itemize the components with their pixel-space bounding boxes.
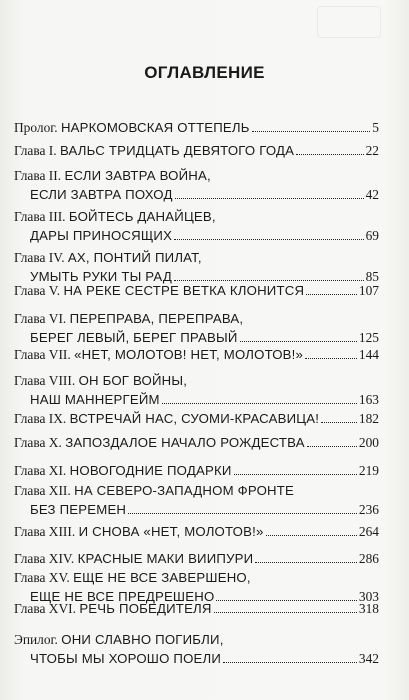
chapter-label: Глава IV. bbox=[14, 250, 65, 265]
toc-entry-first-line bbox=[14, 309, 379, 328]
chapter-title-text: ПЕРЕПРАВА, ПЕРЕПРАВА, bbox=[69, 311, 244, 326]
dot-leader bbox=[174, 239, 364, 240]
toc-entry-first-line bbox=[14, 207, 379, 226]
dot-leader bbox=[255, 562, 357, 563]
chapter-label: Глава XVI. bbox=[14, 601, 76, 616]
toc-entry bbox=[14, 281, 379, 300]
chapter-title-text: ЕСЛИ ЗАВТРА ВОЙНА, bbox=[64, 168, 211, 183]
page-number: 85 bbox=[365, 269, 379, 284]
toc-entry-continuation-line bbox=[14, 649, 379, 668]
toc-entry bbox=[14, 141, 379, 160]
toc-entry-first-line bbox=[14, 248, 379, 267]
toc-entry bbox=[14, 207, 379, 245]
chapter-label: Пролог. bbox=[14, 120, 58, 135]
chapter-title-text: ЕЩЕ НЕ ВСЕ ПРЕДРЕШЕНО bbox=[30, 589, 215, 604]
dot-leader bbox=[296, 154, 363, 155]
toc-entry-continuation-line bbox=[14, 185, 379, 204]
toc-entry bbox=[14, 309, 379, 347]
dot-leader bbox=[307, 446, 357, 447]
chapter-title-text: НОВОГОДНИЕ ПОДАРКИ bbox=[69, 463, 232, 478]
chapter-label: Эпилог. bbox=[14, 632, 58, 647]
toc-entry bbox=[14, 481, 379, 519]
chapter-title-text: НА СЕВЕРО-ЗАПАДНОМ ФРОНТЕ bbox=[74, 483, 294, 498]
chapter-title-text: РЕЧЬ ПОБЕДИТЕЛЯ bbox=[79, 601, 212, 616]
page-number: 22 bbox=[365, 143, 379, 158]
toc-entry bbox=[14, 166, 379, 204]
dot-leader bbox=[240, 341, 357, 342]
page-number: 42 bbox=[365, 187, 379, 202]
chapter-label: Глава IX. bbox=[14, 411, 67, 426]
toc-entry-first-line bbox=[14, 371, 379, 390]
page-number: 163 bbox=[358, 392, 379, 407]
toc-entry bbox=[14, 461, 379, 480]
chapter-label: Глава II. bbox=[14, 168, 62, 183]
page-number: 342 bbox=[358, 651, 379, 666]
dot-leader bbox=[128, 513, 357, 514]
page-number: 5 bbox=[372, 120, 379, 135]
chapter-title-text: ВСТРЕЧАЙ НАС, СУОМИ-КРАСАВИЦА! bbox=[69, 411, 320, 426]
toc-entry-first-line bbox=[14, 522, 379, 541]
toc-entry bbox=[14, 371, 379, 409]
toc-entry bbox=[14, 345, 379, 364]
chapter-label: Глава XV. bbox=[14, 570, 70, 585]
chapter-title-text: БЕРЕГ ЛЕВЫЙ, БЕРЕГ ПРАВЫЙ bbox=[30, 330, 238, 345]
chapter-label: Глава VIII. bbox=[14, 373, 76, 388]
toc-entry-continuation-line bbox=[14, 390, 379, 409]
chapter-label: Глава VII. bbox=[14, 347, 71, 362]
dot-leader bbox=[266, 535, 357, 536]
page-number: 107 bbox=[358, 283, 379, 298]
chapter-title-text: ОНИ СЛАВНО ПОГИБЛИ, bbox=[61, 632, 224, 647]
toc-entry-continuation-line bbox=[14, 500, 379, 519]
toc-entry-first-line bbox=[14, 461, 379, 480]
dot-leader bbox=[162, 403, 357, 404]
page-number: 69 bbox=[365, 228, 379, 243]
chapter-title-text: И СНОВА «НЕТ, МОЛОТОВ!» bbox=[78, 524, 264, 539]
chapter-title-text: БОЙТЕСЬ ДАНАЙЦЕВ, bbox=[68, 209, 216, 224]
dot-leader bbox=[252, 131, 371, 132]
page-number: 125 bbox=[358, 330, 379, 345]
page-number: 144 bbox=[358, 347, 379, 362]
toc-entry-first-line bbox=[14, 433, 379, 452]
toc-entry bbox=[14, 549, 379, 568]
chapter-title-text: ЗАПОЗДАЛОЕ НАЧАЛО РОЖДЕСТВА bbox=[65, 435, 305, 450]
page-number: 318 bbox=[358, 601, 379, 616]
chapter-label: Глава III. bbox=[14, 209, 66, 224]
chapter-label: Глава I. bbox=[14, 143, 57, 158]
toc-entry bbox=[14, 522, 379, 541]
dot-leader bbox=[175, 198, 364, 199]
toc-entry bbox=[14, 599, 379, 618]
page-number: 200 bbox=[358, 435, 379, 450]
toc-entry-first-line bbox=[14, 549, 379, 568]
chapter-title-text: ОН БОГ ВОЙНЫ, bbox=[78, 373, 188, 388]
chapter-label: Глава X. bbox=[14, 435, 62, 450]
toc-entry-first-line bbox=[14, 345, 379, 364]
chapter-label: Глава VI. bbox=[14, 311, 67, 326]
toc-entry bbox=[14, 409, 379, 428]
chapter-label: Глава V. bbox=[14, 283, 61, 298]
dot-leader bbox=[321, 422, 357, 423]
dot-leader bbox=[305, 358, 357, 359]
chapter-title-text: ДАРЫ ПРИНОСЯЩИХ bbox=[30, 228, 173, 243]
toc-entry-first-line bbox=[14, 409, 379, 428]
chapter-title-text: «НЕТ, МОЛОТОВ! НЕТ, МОЛОТОВ!» bbox=[74, 347, 304, 362]
dot-leader bbox=[306, 294, 357, 295]
page-number: 236 bbox=[358, 502, 379, 517]
dot-leader bbox=[214, 612, 357, 613]
toc-entry bbox=[14, 630, 379, 668]
toc-entry-continuation-line bbox=[14, 226, 379, 245]
page-number: 286 bbox=[358, 551, 379, 566]
toc-entry-first-line bbox=[14, 281, 379, 300]
page-number: 182 bbox=[358, 411, 379, 426]
toc-entry-first-line bbox=[14, 599, 379, 618]
chapter-title-text: АХ, ПОНТИЙ ПИЛАТ, bbox=[67, 250, 202, 265]
chapter-title-text: ВАЛЬС ТРИДЦАТЬ ДЕВЯТОГО ГОДА bbox=[59, 143, 295, 158]
page-number: 264 bbox=[358, 524, 379, 539]
toc-entry-first-line bbox=[14, 118, 379, 137]
chapter-title-text: ЕЩЕ НЕ ВСЕ ЗАВЕРШЕНО, bbox=[73, 570, 251, 585]
page-number: 303 bbox=[358, 589, 379, 604]
toc-entry-first-line bbox=[14, 568, 379, 587]
chapter-title-text: КРАСНЫЕ МАКИ ВИИПУРИ bbox=[77, 551, 254, 566]
toc-entry bbox=[14, 433, 379, 452]
chapter-title-text: БЕЗ ПЕРЕМЕН bbox=[30, 502, 127, 517]
chapter-title-text: НАШ МАННЕРГЕЙМ bbox=[30, 392, 160, 407]
toc-title: ОГЛАВЛЕНИЕ bbox=[144, 63, 265, 82]
chapter-label: Глава XI. bbox=[14, 463, 67, 478]
chapter-title-text: НА РЕКЕ СЕСТРЕ ВЕТКА КЛОНИТСЯ bbox=[63, 283, 305, 298]
toc-entry-first-line bbox=[14, 166, 379, 185]
toc-entry-first-line bbox=[14, 141, 379, 160]
chapter-label: Глава XII. bbox=[14, 483, 71, 498]
chapter-title-text: НАРКОМОВСКАЯ ОТТЕПЕЛЬ bbox=[60, 120, 250, 135]
dot-leader bbox=[234, 474, 357, 475]
page-number: 219 bbox=[358, 463, 379, 478]
chapter-title-text: ЕСЛИ ЗАВТРА ПОХОД bbox=[30, 187, 173, 202]
chapter-title-text: УМЫТЬ РУКИ ТЫ РАД bbox=[30, 269, 172, 284]
toc-entry-first-line bbox=[14, 630, 379, 649]
toc-entry bbox=[14, 118, 379, 137]
chapter-label: Глава XIII. bbox=[14, 524, 76, 539]
dot-leader bbox=[223, 662, 357, 663]
chapter-title-text: ЧТОБЫ МЫ ХОРОШО ПОЕЛИ bbox=[30, 651, 222, 666]
chapter-label: Глава XIV. bbox=[14, 551, 75, 566]
toc-entry-first-line bbox=[14, 481, 379, 500]
